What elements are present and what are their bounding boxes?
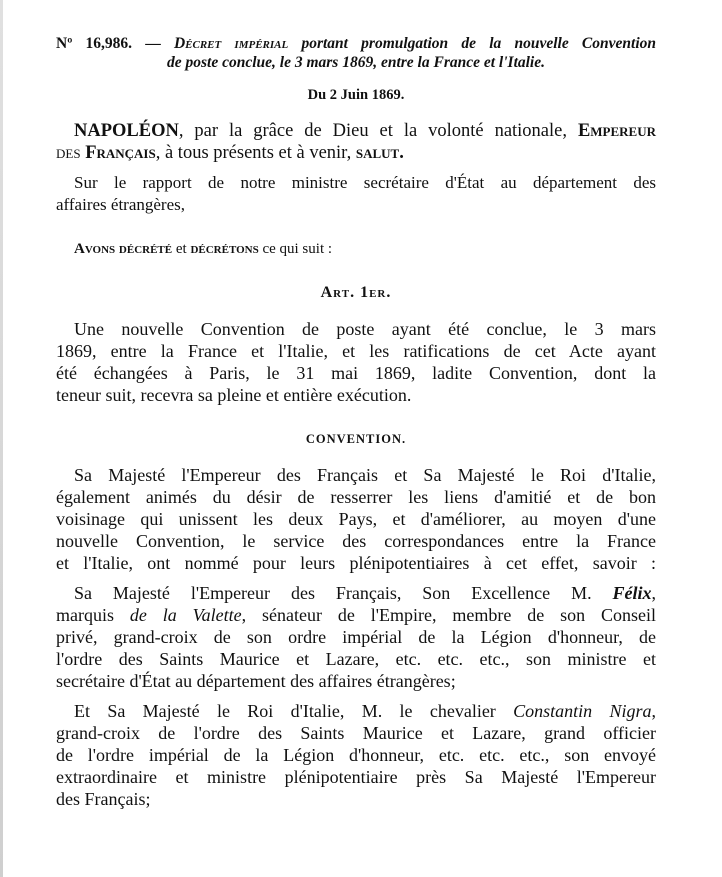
intro-rest: , à tous présents et à venir,	[155, 143, 356, 163]
convention-heading: CONVENTION.	[305, 432, 407, 446]
felix-name: Félix	[612, 583, 652, 603]
convention-line-3: voisinage qui unissent les deux Pays, et d'améliorer, au moyen d'une	[56, 509, 656, 529]
decree-heading	[56, 34, 656, 53]
rapport-line-1: Sur le rapport de notre ministre secrétaire d'État au département des	[74, 173, 656, 192]
decree-rest: ce qui suit :	[258, 241, 333, 257]
decree-date: Du 2 Juin 1869.	[307, 87, 405, 103]
intro-text: , par la grâce de Dieu et la volonté nationale,	[178, 121, 578, 141]
decretons: décrétons	[190, 241, 259, 257]
felix-pre: Sa Majesté l'Empereur des Français, Son Excellence M.	[74, 583, 613, 603]
intro-francais: Français	[85, 143, 156, 163]
nigra-pre: Et Sa Majesté le Roi d'Italie, M. le chevalier	[74, 701, 514, 721]
decree-title-line2: de poste conclue, le 3 mars 1869, entre la France et l'Italie.	[167, 54, 545, 71]
decree-title: portant promulgation de la nouvelle Convention	[301, 35, 657, 52]
intro-line-1	[56, 120, 656, 142]
article-line-4: teneur suit, recevra sa pleine et entière exécution.	[56, 385, 412, 405]
valette-pre: marquis	[56, 605, 130, 625]
decree-et: et	[172, 241, 191, 257]
intro-des: des	[56, 143, 81, 163]
felix-line-2	[56, 604, 656, 626]
rapport-line-2: affaires étrangères,	[56, 195, 185, 214]
nigra-line-1	[56, 700, 656, 722]
intro-line-2	[56, 142, 656, 164]
nigra-name: Constantin Nigra	[513, 701, 652, 721]
emperor-name: NAPOLÉON	[74, 121, 179, 141]
nigra-line-5: des Français;	[56, 789, 151, 809]
decree-number: Nº 16,986.	[56, 35, 133, 52]
valette-name: de la Valette	[129, 605, 242, 625]
convention-line-2: également animés du désir de resserrer les liens d'amitié et de bon	[56, 487, 656, 507]
convention-line-5: et l'Italie, ont nommé pour leurs plénipotentiaires à cet effet, savoir :	[56, 553, 656, 573]
decree-formula	[56, 238, 656, 260]
article-line-3: été échangées à Paris, le 31 mai 1869, ladite Convention, dont la	[56, 363, 656, 383]
felix-post: ,	[651, 583, 656, 603]
valette-post: , sénateur de l'Empire, membre de son Conseil	[241, 605, 656, 625]
felix-line-1	[56, 582, 656, 604]
nigra-line-3: de l'ordre impérial de la Légion d'honneur, etc. etc. etc., son envoyé	[56, 745, 656, 765]
nigra-post: ,	[651, 701, 656, 721]
nigra-line-2: grand-croix de l'ordre des Saints Maurice et Lazare, grand officier	[56, 723, 656, 743]
page-edge	[0, 0, 3, 877]
document-page	[56, 34, 656, 810]
article-line-1: Une nouvelle Convention de poste ayant été conclue, le 3 mars	[74, 319, 656, 339]
felix-line-4: l'ordre des Saints Maurice et Lazare, etc. etc. etc., son ministre et	[56, 649, 656, 669]
emperor-title: Empereur	[577, 121, 656, 141]
article-heading: Art. 1er.	[320, 284, 392, 301]
intro-salut: salut.	[355, 143, 404, 163]
avons-decrete: Avons décrété	[74, 241, 173, 257]
felix-line-5: secrétaire d'État au département des affaires étrangères;	[56, 671, 456, 691]
convention-line-4: nouvelle Convention, le service des correspondances entre la France	[56, 531, 656, 551]
heading-dash: —	[132, 35, 174, 52]
felix-line-3: privé, grand-croix de son ordre impérial de la Légion d'honneur, de	[56, 627, 656, 647]
article-line-2: 1869, entre la France et l'Italie, et les ratifications de cet Acte ayant	[56, 341, 656, 361]
nigra-line-4: extraordinaire et ministre plénipotentiaire près Sa Majesté l'Empereur	[56, 767, 656, 787]
convention-line-1: Sa Majesté l'Empereur des Français et Sa Majesté le Roi d'Italie,	[74, 465, 656, 485]
decree-type: Décret impérial	[173, 35, 289, 52]
